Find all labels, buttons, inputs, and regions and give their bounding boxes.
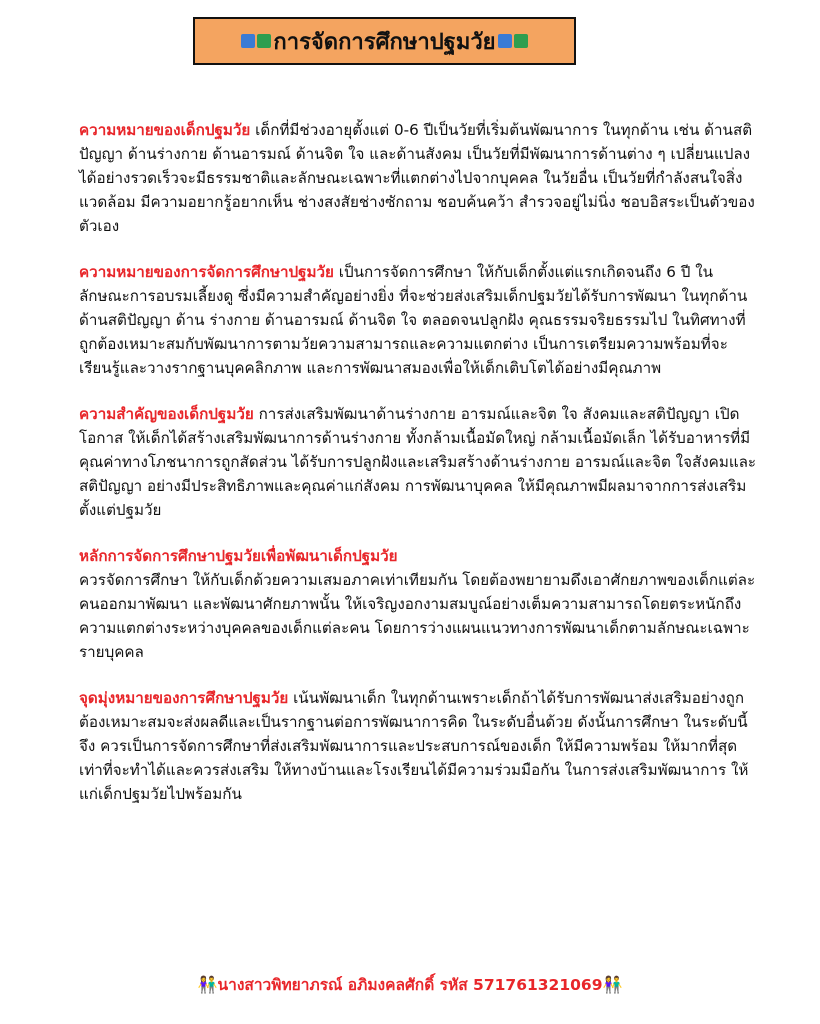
couple-icon: 👫 xyxy=(197,975,218,994)
section-heading: ความสำคัญของเด็กปฐมวัย xyxy=(79,405,254,423)
section-importance xyxy=(79,402,759,522)
section-body: เป็นการจัดการศึกษา ให้กับเด็กตั้งแต่แรกเกิดจนถึง 6 ปี ในลักษณะการอบรมเลี้ยงดู ซึ่งมีความสำคัญอย่างยิ่ง ที่จะช่วยส่งเสริมเด็กปฐมวัยได้รับการพัฒนา ในทุกด้าน ด้านสติปัญญา ด้าน ร่างกาย ด้านอารมณ์ ด้านจิต ใจ ตลอดจนปลูกฝัง คุณธรรมจริยธรรมไป ในทิศทางที่ถูกต้องเหมาะสมกับพัฒนาการตามวัยความสามารถและความแตกต่าง เป็นการเตรียมความพร้อมที่จะเรียนรู้และวางรากฐานบุคคลิกภาพ และการพัฒนาสมองเพื่อให้เด็กเติบโตได้อย่างมีคุณภาพ xyxy=(79,263,748,377)
title-banner xyxy=(193,17,576,65)
books-icon xyxy=(498,34,528,48)
page-title: การจัดการศึกษาปฐมวัย xyxy=(273,29,496,55)
section-heading: ความหมายของเด็กปฐมวัย xyxy=(79,121,251,139)
section-goals xyxy=(79,686,759,806)
author-footer xyxy=(0,972,820,997)
document-body xyxy=(79,118,759,828)
section-body: เน้นพัฒนาเด็ก ในทุกด้านเพราะเด็กถ้าได้รับการพัฒนาส่งเสริมอย่างถูกต้องเหมาะสมจะส่งผลดีและเป็นรากฐานต่อการพัฒนาการคิด ในระดับอื่นด้วย ดังนั้นการศึกษา ในระดับนี้จึง ควรเป็นการจัดการศึกษาที่ส่งเสริมพัฒนาการและประสบการณ์ของเด็ก ให้มีความพร้อม ให้มากที่สุดเท่าที่จะทำได้และควรส่งเสริม ให้ทางบ้านและโรงเรียนได้มีความร่วมมือกัน ในการส่งเสริมพัฒนาการ ให้แก่เด็กปฐมวัยไปพร้อมกัน xyxy=(79,689,749,803)
section-body: การส่งเสริมพัฒนาด้านร่างกาย อารมณ์และจิต ใจ สังคมและสติปัญญา เปิดโอกาส ให้เด็กได้สร้างเสริมพัฒนาการด้านร่างกาย ทั้งกล้ามเนื้อมัดใหญ่ กล้ามเนื้อมัดเล็ก ได้รับอาหารที่มีคุณค่าทางโภชนาการถูกสัดส่วน ได้รับการปลูกฝังและเสริมสร้างด้านร่างกาย อารมณ์และจิต ใจสังคมและสติปัญญา อย่างมีประสิทธิภาพและคุณค่าแก่สังคม การพัฒนาบุคคล ให้มีคุณภาพมีผลมาจากการส่งเสริมตั้งแต่ปฐมวัย xyxy=(79,405,757,519)
section-meaning-child xyxy=(79,118,759,238)
section-body: เด็กที่มีช่วงอายุตั้งแต่ 0-6 ปีเป็นวัยที่เริ่มต้นพัฒนาการ ในทุกด้าน เช่น ด้านสติปัญญา ด้านร่างกาย ด้านอารมณ์ ด้านจิต ใจ และด้านสังคม เป็นวัยที่มีพัฒนาการด้านต่าง ๆ เปลี่ยนแปลงได้อย่างรวดเร็วจะมีธรรมชาติและลักษณะเฉพาะที่แตกต่างไปจากบุคคล ในวัยอื่น เป็นวัยที่กำลังสนใจสิ่งแวดล้อม มีความอยากรู้อยากเห็น ช่างสงสัยช่างซักถาม ชอบค้นคว้า สำรวจอยู่ไม่นิ่ง ชอบอิสระเป็นตัวของตัวเอง xyxy=(79,121,755,235)
section-principles xyxy=(79,544,759,664)
section-heading: หลักการจัดการศึกษาปฐมวัยเพื่อพัฒนาเด็กปฐมวัย xyxy=(79,547,398,565)
section-body: ควรจัดการศึกษา ให้กับเด็กด้วยความเสมอภาคเท่าเทียมกัน โดยต้องพยายามดึงเอาศักยภาพของเด็กแต่ละคนออกมาพัฒนา และพัฒนาศักยภาพนั้น ให้เจริญงอกงามสมบูณ์อย่างเต็มความสามารถโดยตระหนักถึงความแตกต่างระหว่างบุคคลของเด็กแต่ละคน โดยการว่างแผนแนวทางการพัฒนาเด็กตามลักษณะเฉพาะรายบุคคล xyxy=(79,571,756,661)
author-name: นางสาวพิทยาภรณ์ อภิมงคลศักดิ์ รหัส 571761321069 xyxy=(217,976,603,994)
section-meaning-education xyxy=(79,260,759,380)
books-icon xyxy=(241,34,271,48)
section-heading: จุดมุ่งหมายของการศึกษาปฐมวัย xyxy=(79,689,289,707)
section-heading: ความหมายของการจัดการศึกษาปฐมวัย xyxy=(79,263,334,281)
couple-icon: 👫 xyxy=(602,975,623,994)
